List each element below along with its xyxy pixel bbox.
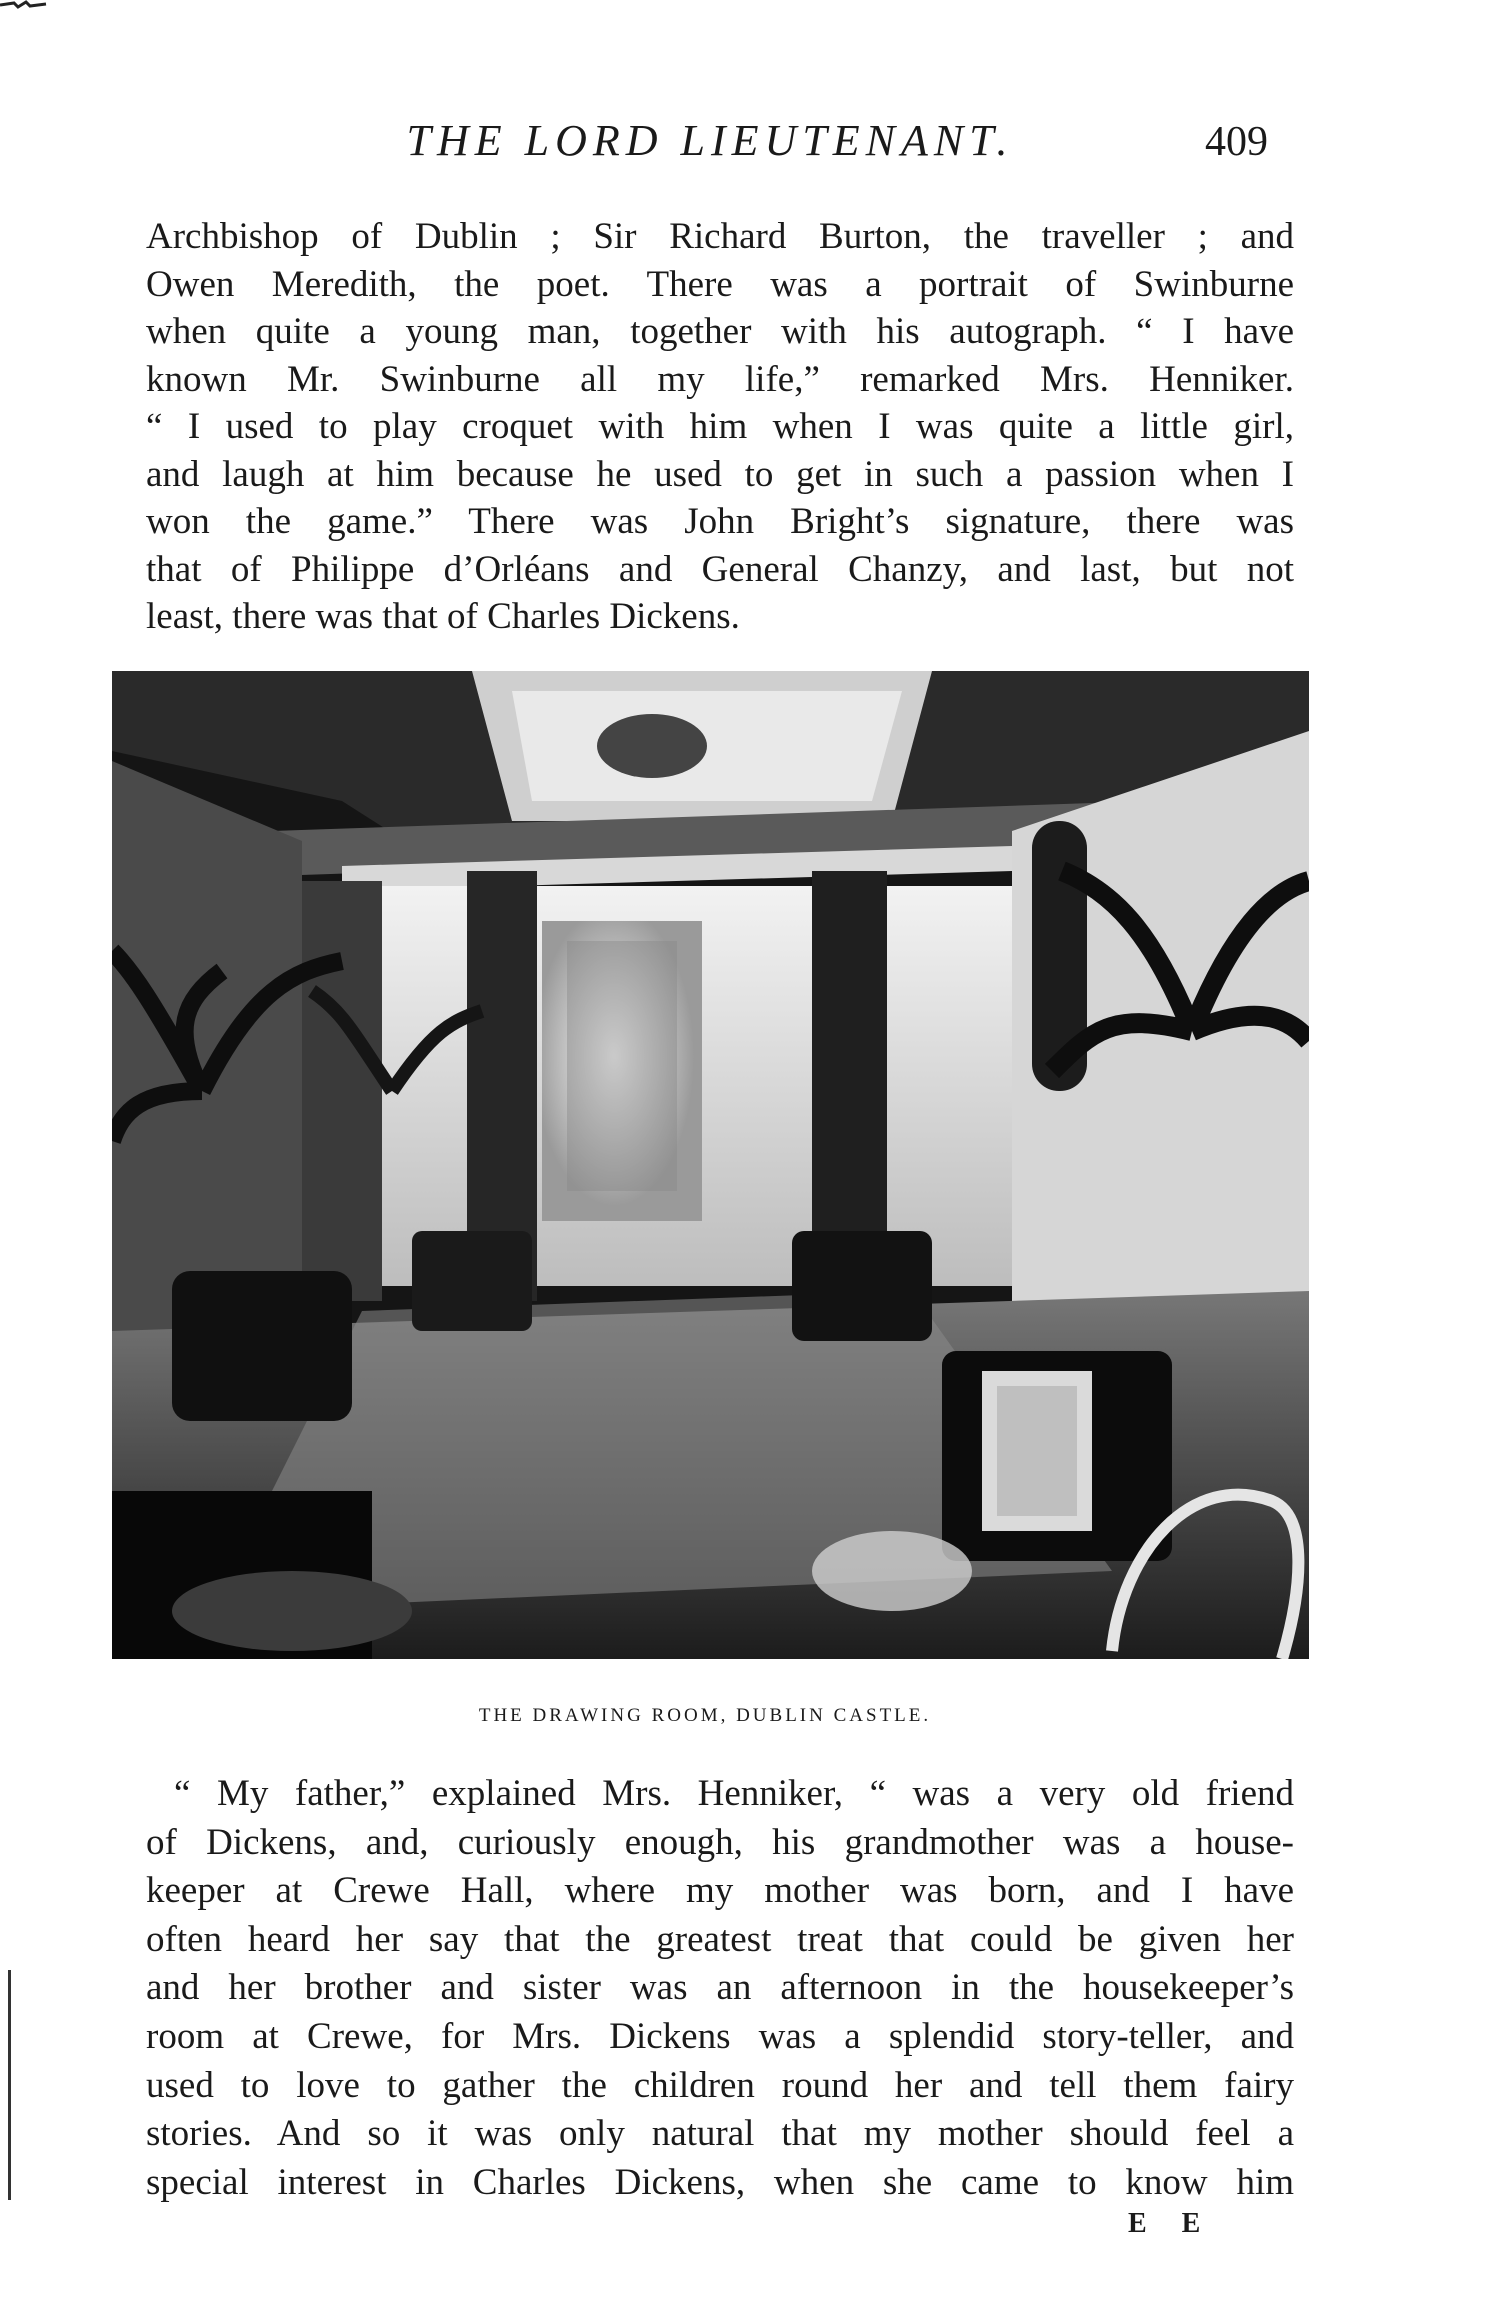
- text-line: keeper at Crewe Hall, where my mother was born, and I have: [146, 1870, 1294, 1912]
- text-line: used to love to gather the children round her and tell them fairy: [146, 2064, 1294, 2106]
- text-line: stories. And so it was only natural that my mother should feel a: [146, 2113, 1294, 2155]
- text-line: “ I used to play croquet with him when I was quite a little girl,: [146, 406, 1294, 447]
- text-line: room at Crewe, for Mrs. Dickens was a splendid story-teller, and: [146, 2015, 1294, 2057]
- text-line: least, there was that of Charles Dickens.: [146, 596, 740, 637]
- text-line: when quite a young man, together with his autograph. “ I have: [146, 311, 1294, 352]
- running-title: THE LORD LIEUTENANT.: [406, 116, 1014, 165]
- text-line: and laugh at him because he used to get in such a passion when I: [146, 453, 1294, 495]
- text-line: known Mr. Swinburne all my life,” remarked Mrs. Henniker.: [146, 358, 1294, 400]
- photograph-illustration: [112, 671, 1309, 1659]
- paragraph-bottom: [146, 1770, 1294, 2207]
- figure-caption: THE DRAWING ROOM, DUBLIN CASTLE.: [478, 1705, 932, 1726]
- drawing-room-photograph: [112, 671, 1309, 1659]
- margin-rule: [8, 1970, 11, 2200]
- text-line: Archbishop of Dublin ; Sir Richard Burton, the traveller ; and: [146, 216, 1294, 257]
- paragraph-top: [146, 213, 1294, 641]
- text-line: and her brother and sister was an afternoon in the housekeeper’s: [146, 1967, 1294, 2009]
- text-line: often heard her say that the greatest treat that could be given her: [146, 1918, 1294, 1960]
- page-number: 409: [1205, 119, 1268, 165]
- signature-mark: E E: [1128, 2208, 1215, 2239]
- text-line: won the game.” There was John Bright’s signature, there was: [146, 501, 1294, 542]
- text-line: that of Philippe d’Orléans and General Chanzy, and last, but not: [146, 548, 1294, 590]
- text-line: special interest in Charles Dickens, when she came to know him: [146, 2161, 1294, 2203]
- text-line: “ My father,” explained Mrs. Henniker, “ was a very old friend: [174, 1773, 1294, 1814]
- corner-ink-mark: [0, 0, 48, 10]
- text-line: of Dickens, and, curiously enough, his grandmother was a house-: [146, 1821, 1294, 1863]
- text-line: Owen Meredith, the poet. There was a portrait of Swinburne: [146, 263, 1294, 305]
